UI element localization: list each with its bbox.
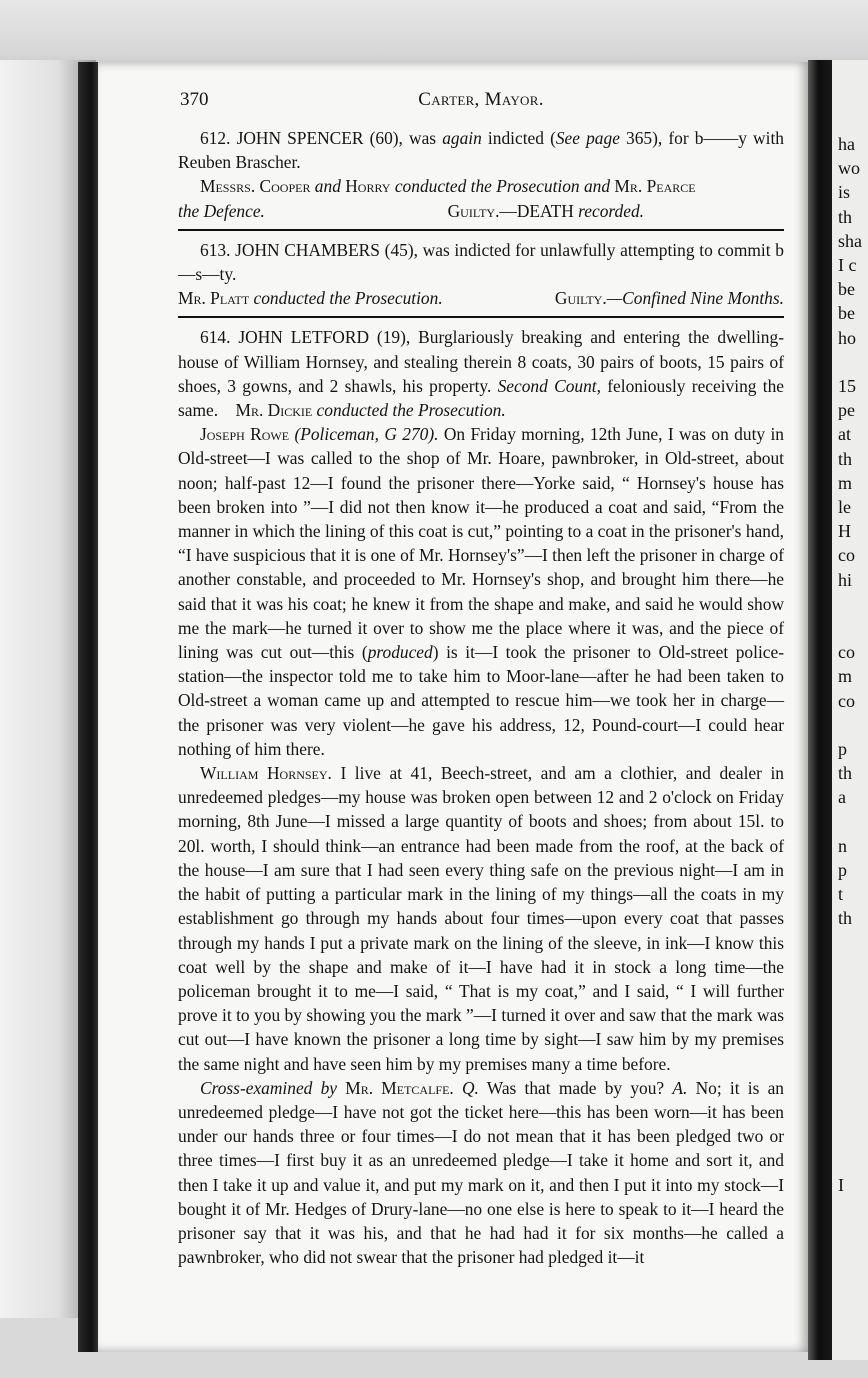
case-title-italic: again: [442, 128, 482, 148]
case-613: [178, 238, 784, 311]
witness-name: Joseph Rowe: [200, 424, 290, 445]
case-title: [178, 325, 784, 422]
testimony-text: ) is it—I took the prisoner to Old-street police-station—the inspector told me to take him to Moor-lane—after he had been taken to Old-street a woman came up and attempted to rescue him—we took her in charge—the prisoner was very violent—he gave his address, 12, Pound-court—I could hear nothing of him there.: [178, 642, 785, 759]
facing-page-fragment: pe: [838, 400, 855, 421]
running-head: Carter, Mayor.: [418, 89, 544, 110]
counsel-text: and: [310, 176, 346, 197]
facing-page-fragment: be: [838, 303, 855, 324]
case-divider: [178, 316, 784, 318]
question-text: Was that made by you?: [478, 1077, 673, 1098]
testimony-text: No; it is an unredeemed pledge—I have not got the ticket here—this has been worn—it has been under our hands three or four times—I do not mean that it has been pledged two or three times—I first buy it as an unredeemed pledge—I take it home and sort it, and then I take it up and value it, and put my mark on it, and then I put it into my stock—I bought it of Mr. Hedges of Drury-lane—no one else is here to speak to it—I heard the prisoner say that it was his, and that he had had it for six months—he called a pawnbroker, who did not swear that the prisoner had pledged it—it: [178, 1077, 784, 1268]
answer-label: A.: [672, 1077, 688, 1098]
case-title: [178, 126, 784, 174]
case-title-text: JOHN SPENCER (60), was: [236, 128, 443, 148]
testimony-text: I live at 41, Beech-street, and am a clothier, and dealer in unredeemed pledges—my house was broken open between 12 and 2 o'clock on Friday morning, 8th June—I missed a large quantity of boots and shoes; from about 15l. to 20l. worth, I should think—an entrance had been made from the roof, at the back of the house—I am sure that I had seen every thing safe on the previous night—I am in the habit of putting a particular mark in the lining of my things—all the coats in my establishment go through my hands about four times—upon every coat that passes through my hands I put a private mark on the lining of the sleeve, in ink—I know this coat well by the shape and make of it—I have had it in stock a long time—the policeman brought it to me—I said, “ That is my coat,” and I said, “ I will further prove it to you by showing you the mark ”—I turned it over and saw that the mark was cut out—I have known the prisoner a long time by sight—I saw him by my premises the same night and have seen him by my premises many a time before.: [178, 763, 785, 1074]
verdict-text: —Confined Nine Months.: [606, 288, 784, 309]
facing-page-fragment: be: [838, 279, 855, 300]
facing-page-fragment: I: [838, 1174, 844, 1195]
case-title-italic: Second Count,: [497, 375, 601, 396]
verdict-label: Guilty.: [447, 200, 500, 221]
case-title-text: JOHN LETFORD (19), Burglariously breaking and entering the dwelling-house of William Hornsey, and stealing therein 8 coats, 30 pairs of boots, 15 pairs of shoes, 3 gowns, and 2 shawls, his property.: [178, 327, 784, 396]
witness-name: William Hornsey.: [200, 763, 332, 784]
case-number: 612.: [200, 128, 231, 148]
facing-page-fragment: co: [838, 545, 855, 566]
case-title-italic: See page: [555, 128, 620, 148]
verdict-text: recorded.: [578, 200, 644, 221]
facing-page-fragment: m: [838, 666, 853, 687]
counsel-name: Horry: [345, 176, 391, 197]
counsel-line: [178, 174, 784, 198]
facing-page-fragment: m: [838, 472, 853, 493]
facing-page-fragment: co: [838, 642, 855, 663]
case-title-text: indicted (: [481, 128, 556, 148]
verdict-line: [178, 199, 784, 223]
case-title-text: feloniously receiving the same.: [178, 375, 784, 421]
counsel-name: Mr. Pearce: [614, 176, 696, 197]
facing-page-fragment: I c: [838, 255, 857, 275]
testimony-italic: produced: [367, 642, 433, 663]
testimony-paragraph: [178, 422, 784, 761]
counsel-name: Messrs. Cooper: [200, 176, 311, 197]
case-title-text: JOHN CHAMBERS (45), was indicted for unlawfully attempting to commit b—s—ty.: [178, 239, 784, 285]
verdict: [448, 199, 644, 223]
facing-page-fragment: p: [838, 739, 847, 759]
facing-page-fragment: co: [838, 690, 855, 711]
counsel-line: [178, 286, 443, 310]
counsel-name: Mr. Platt: [178, 288, 250, 309]
facing-page-fragment: wo: [838, 158, 860, 179]
cross-examination-paragraph: [178, 1076, 784, 1270]
counsel-text: conducted the Prosecution.: [312, 400, 506, 421]
case-title-text: 365), for b——y with Reuben Brascher.: [178, 128, 784, 173]
facing-page-fragment: a: [838, 787, 846, 808]
page-text-block: [178, 88, 784, 1269]
facing-page-fragment: hi: [838, 569, 853, 590]
cross-examined-label: Cross-examined by: [200, 1077, 346, 1098]
facing-page-fragment: p: [838, 860, 847, 880]
counsel-text: the Defence.: [178, 200, 265, 221]
facing-page-fragment: n: [838, 835, 847, 856]
facing-page-fragment: le: [838, 497, 851, 517]
facing-page-fragment: th: [838, 206, 853, 227]
facing-page-fragment: sha: [838, 230, 862, 251]
question-label: Q.: [453, 1077, 479, 1098]
counsel-name: Mr. Dickie: [235, 400, 313, 421]
facing-page-fragment: ho: [838, 327, 856, 348]
verdict: [555, 286, 784, 310]
case-title: [178, 238, 784, 286]
facing-page-fragment: 15: [838, 376, 856, 396]
facing-page-fragment: t: [838, 884, 844, 905]
case-number: 614.: [200, 327, 231, 348]
counsel-name: Mr. Metcalfe.: [345, 1077, 454, 1098]
page-number: 370: [180, 89, 209, 110]
book-gutter: [808, 60, 834, 1360]
facing-page-edge: [832, 60, 868, 1360]
facing-page-fragment: th: [838, 908, 853, 929]
counsel-text: conducted the Prosecution and: [390, 176, 615, 197]
facing-page-fragment: H: [838, 521, 851, 542]
page-header: [178, 88, 784, 118]
case-divider: [178, 229, 784, 231]
verdict-line: [178, 286, 784, 310]
facing-page-fragment: is: [838, 182, 851, 203]
facing-page-fragment: th: [838, 763, 853, 784]
counsel-text: conducted the Prosecution.: [249, 288, 443, 309]
verdict-text: —DEATH: [499, 200, 579, 221]
facing-page-fragment: ha: [838, 134, 855, 154]
testimony-text: On Friday morning, 12th June, I was on duty in Old-street—I was called to the shop of Mr. Hoare, pawnbroker, in Old-street, about noon; half-past 12—I found the prisoner there—Yorke said, “ Hornsey's house has been broken into ”—I did not then know it—he produced a coat and said, “From the manner in which the lining of this coat is cut,” pointing to a coat in the prisoner's hand, “I have suspicious that it is one of Mr. Hornsey's”—I then left the prisoner in charge of another constable, and proceeded to Mr. Hornsey's shop, and brought him there—he said that it was his coat; he knew it from the shape and make, and said he would show me the mark—he turned it over to show me the place where it was, and the piece of lining was cut out—this (: [178, 424, 784, 663]
book-binding-edge: [78, 62, 100, 1352]
case-614: [178, 325, 784, 1269]
facing-page-fragment: th: [838, 448, 853, 469]
case-612: [178, 126, 784, 223]
witness-role: (Policeman, G 270).: [289, 424, 439, 445]
testimony-paragraph: [178, 761, 784, 1076]
verdict-label: Guilty.: [554, 288, 607, 309]
case-number: 613.: [200, 239, 231, 260]
facing-page-fragment: at: [838, 424, 851, 445]
